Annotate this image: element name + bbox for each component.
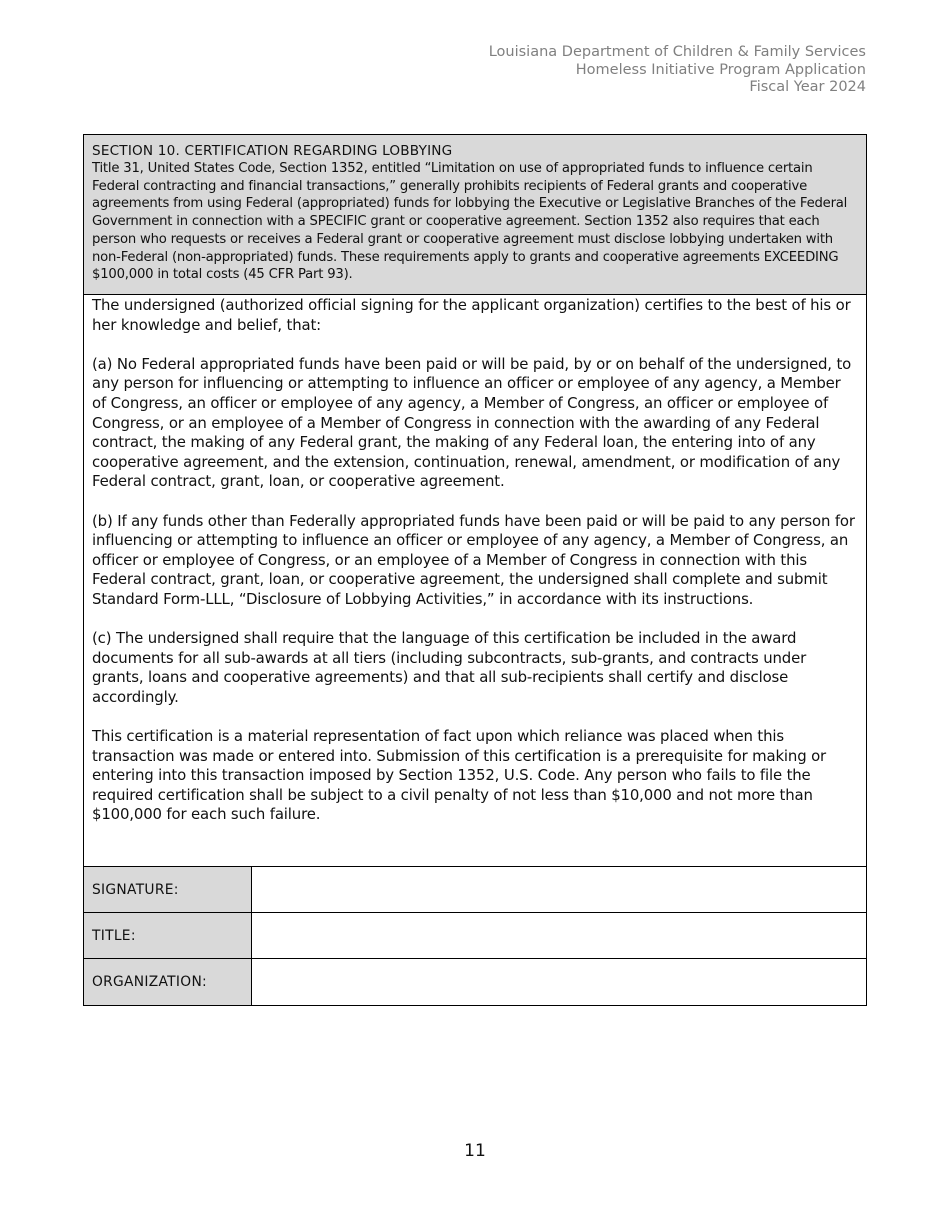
organization-field[interactable] <box>252 959 866 1005</box>
header-fiscal-year: Fiscal Year 2024 <box>749 79 866 95</box>
header-program: Homeless Initiative Program Application <box>575 61 866 78</box>
title-label: TITLE: <box>84 913 252 958</box>
certification-clause-c: (c) The undersigned shall require that the language of this certification be included in the award documents for all sub-awards at all tiers (including subcontracts, sub-grants, and contracts under grants, loans and cooperative agreements) and that all sub-recipients shall certify and disclose accordingly. <box>92 629 807 706</box>
signature-field[interactable] <box>252 867 866 912</box>
certification-text <box>84 295 866 867</box>
certification-table <box>83 134 867 1006</box>
section-header <box>84 135 866 295</box>
title-field[interactable] <box>252 913 866 958</box>
organization-label: ORGANIZATION: <box>84 959 252 1005</box>
title-row <box>84 913 866 959</box>
certification-preamble: The undersigned (authorized official signing for the applicant organization) certifies to the best of his or her knowledge and belief, that: <box>92 296 851 334</box>
header-agency: Louisiana Department of Children & Family Services <box>488 44 866 60</box>
section-intro: Title 31, United States Code, Section 1352, entitled “Limitation on use of appropriated funds to influence certain Federal contracting and financial transactions,” generally prohibits recipients of Federal grants and cooperative agreements from using Federal (appropriated) funds for lobbying the Executive or Legislative Branches of the Federal Government in connection with a SPECIFIC grant or cooperative agreement. Section 1352 also requires that each person who requests or receives a Federal grant or cooperative agreement must disclose lobbying undertaken with non-Federal (non-appropriated) funds. These requirements apply to grants and cooperative agreements EXCEEDING $100,000 in total costs (45 CFR Part 93). <box>92 161 848 283</box>
signature-label: SIGNATURE: <box>84 867 252 912</box>
certification-statement: This certification is a material representation of fact upon which reliance was placed when this transaction was made or entered into. Submission of this certification is a prerequisite for making or entering into this transaction imposed by Section 1352, U.S. Code. Any person who fails to file the required certification shall be subject to a civil penalty of not less than $10,000 and not more than $100,000 for each such failure. <box>92 727 827 824</box>
certification-clause-b: (b) If any funds other than Federally appropriated funds have been paid or will be paid to any person for influencing or attempting to influence an officer or employee of any agency, a Member of Congress, an officer or employee of Congress, or an employee of a Member of Congress in connection with this Federal contract, grant, loan, or cooperative agreement, the undersigned shall complete and submit Standard Form-LLL, “Disclosure of Lobbying Activities,” in accordance with its instructions. <box>92 511 855 608</box>
page-number: 11 <box>464 1141 486 1161</box>
document-header <box>489 44 866 97</box>
signature-row <box>84 867 866 913</box>
certification-clause-a: (a) No Federal appropriated funds have been paid or will be paid, by or on behalf of the undersigned, to any person for influencing or attempting to influence an officer or employee of any agency, a Member of Congress, an officer or employee of any agency, a Member of Congress, an officer or employee of Congress, or an employee of a Member of Congress in connection with the awarding of any Federal contract, the making of any Federal grant, the making of any Federal loan, the entering into of any cooperative agreement, and the extension, continuation, renewal, amendment, or modification of any Federal contract, grant, loan, or cooperative agreement. <box>92 354 852 491</box>
organization-row <box>84 959 866 1005</box>
section-title: SECTION 10. CERTIFICATION REGARDING LOBBYING <box>92 143 453 159</box>
